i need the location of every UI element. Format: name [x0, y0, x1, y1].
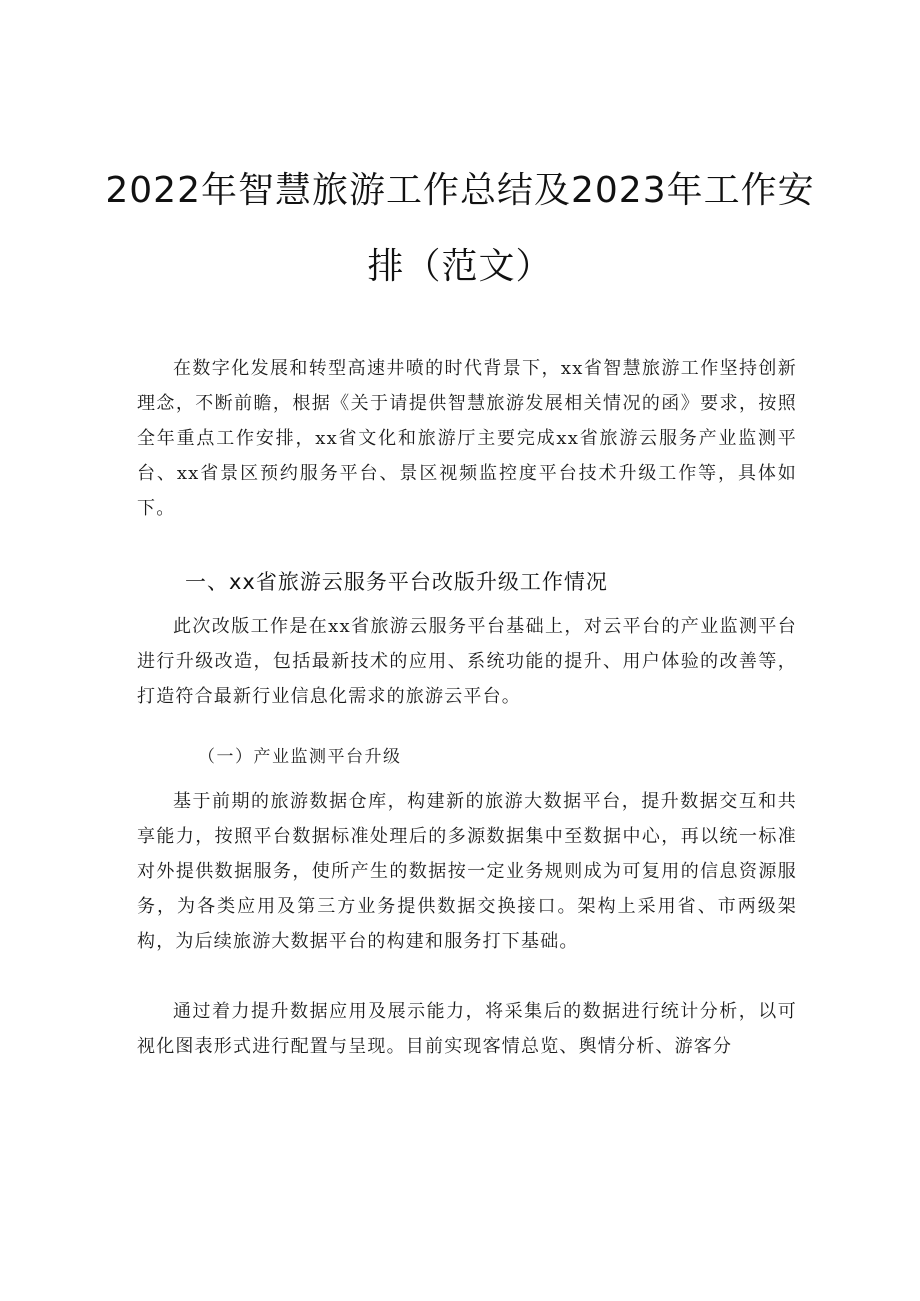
section-heading-1: 一、xx省旅游云服务平台改版升级工作情况 — [185, 570, 608, 594]
paragraph-subsection-1: 基于前期的旅游数据仓库，构建新的旅游大数据平台，提升数据交互和共享能力，按照平台数据标准处理后的多源数据集中至数据中心，再以统一标准对外提供数据服务，使所产生的数据按一定业务规则成为可复用的信息资源服务，为各类应用及第三方业务提供数据交换接口。架构上采用省、市两级架构，为后续旅游大数据平台的构建和服务打下基础。 — [137, 791, 797, 952]
document-title-line-2: 排（范文） — [367, 246, 553, 287]
paragraph-intro: 在数字化发展和转型高速井喷的时代背景下，xx省智慧旅游工作坚持创新理念，不断前瞻，根据《关于请提供智慧旅游发展相关情况的函》要求，按照全年重点工作安排，xx省文化和旅游厅主要完成xx省旅游云服务产业监测平台、xx省景区预约服务平台、景区视频监控度平台技术升级工作等，具体如下。 — [137, 358, 797, 519]
paragraph-section-1: 此次改版工作是在xx省旅游云服务平台基础上，对云平台的产业监测平台进行升级改造，包括最新技术的应用、系统功能的提升、用户体验的改善等，打造符合最新行业信息化需求的旅游云平台。 — [137, 616, 797, 707]
subsection-heading-1: （一）产业监测平台升级 — [198, 747, 402, 767]
document-title-line-1: 2022年智慧旅游工作总结及2023年工作安 — [105, 170, 815, 211]
paragraph-subsection-2: 通过着力提升数据应用及展示能力，将采集后的数据进行统计分析，以可视化图表形式进行配置与呈现。目前实现客情总览、舆情分析、游客分 — [137, 1001, 797, 1057]
